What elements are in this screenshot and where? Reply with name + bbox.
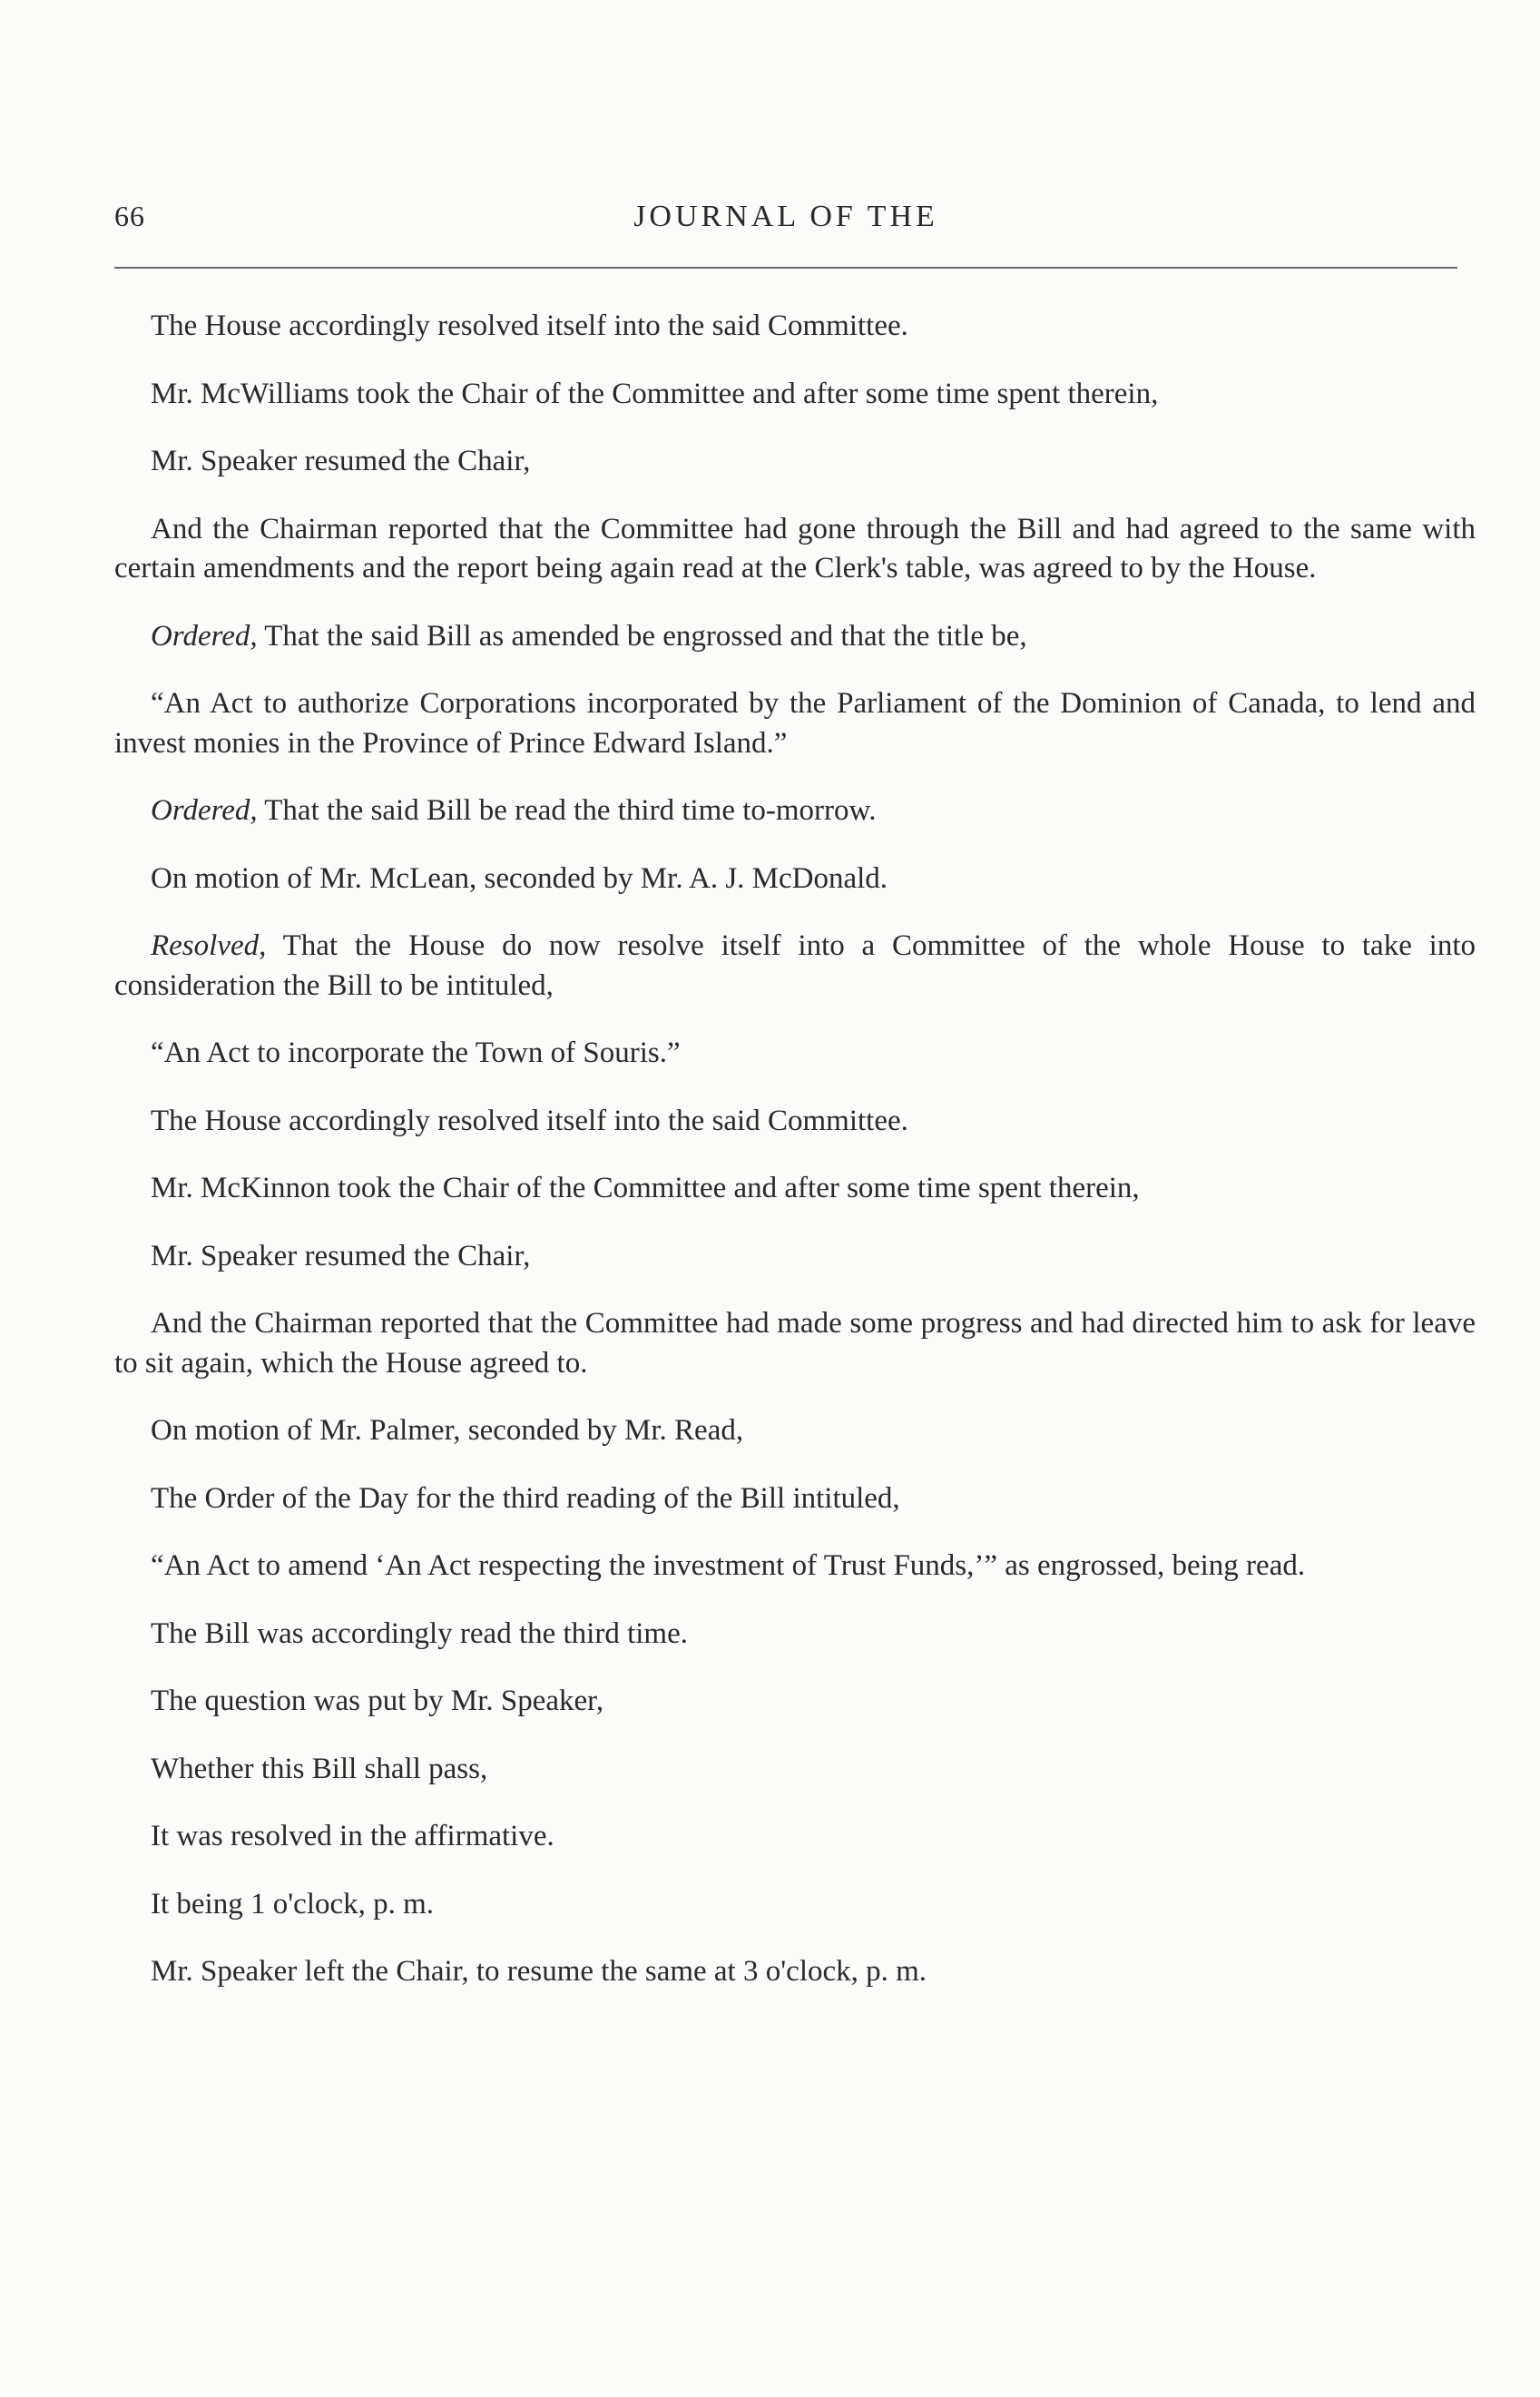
page-header bbox=[114, 200, 1457, 245]
paragraph-text: “An Act to amend ‘An Act respecting the investment of Trust Funds,’” as engrossed, being read. bbox=[151, 1549, 1306, 1582]
journal-paragraph bbox=[114, 1750, 1476, 1790]
paragraph-text: That the said Bill be read the third time to-morrow. bbox=[257, 794, 877, 827]
journal-paragraph bbox=[114, 307, 1476, 347]
paragraph-lead: Ordered, bbox=[151, 619, 258, 653]
header-rule bbox=[114, 267, 1457, 269]
paragraph-text: That the said Bill as amended be engrossed and that the title be, bbox=[257, 619, 1027, 653]
journal-body bbox=[114, 307, 1476, 2020]
journal-paragraph bbox=[114, 1952, 1476, 1992]
paragraph-text: On motion of Mr. McLean, seconded by Mr. A. J. McDonald. bbox=[151, 861, 888, 895]
journal-paragraph bbox=[114, 1237, 1476, 1277]
journal-paragraph bbox=[114, 1547, 1476, 1587]
journal-paragraph bbox=[114, 617, 1476, 657]
journal-paragraph bbox=[114, 1885, 1476, 1925]
paragraph-text: Mr. McKinnon took the Chair of the Committee and after some time spent therein, bbox=[151, 1172, 1140, 1204]
paragraph-text: And the Chairman reported that the Committee had made some progress and had directed him to ask for leave to sit again, which the House agreed to. bbox=[114, 1307, 1476, 1380]
paragraph-text: The House accordingly resolved itself into the said Committee. bbox=[151, 1104, 908, 1137]
journal-paragraph bbox=[114, 927, 1476, 1006]
journal-paragraph bbox=[114, 1102, 1476, 1142]
paragraph-text: “An Act to incorporate the Town of Souris.” bbox=[151, 1036, 681, 1069]
paragraph-text: Mr. Speaker resumed the Chair, bbox=[151, 445, 531, 477]
paragraph-text: The Bill was accordingly read the third time. bbox=[151, 1616, 688, 1650]
journal-paragraph bbox=[114, 1034, 1476, 1074]
paragraph-text: The House accordingly resolved itself into the said Committee. bbox=[151, 309, 908, 342]
journal-paragraph bbox=[114, 1304, 1476, 1383]
journal-paragraph bbox=[114, 1682, 1476, 1722]
paragraph-lead: Ordered, bbox=[151, 794, 258, 827]
paragraph-text: That the House do now resolve itself into a Committee of the whole House to take into consideration the Bill to be intituled, bbox=[114, 929, 1476, 1002]
paragraph-text: The question was put by Mr. Speaker, bbox=[151, 1685, 604, 1717]
journal-paragraph bbox=[114, 442, 1476, 482]
page-number: 66 bbox=[114, 200, 145, 232]
journal-paragraph bbox=[114, 1411, 1476, 1451]
journal-paragraph bbox=[114, 791, 1476, 831]
paragraph-text: And the Chairman reported that the Committee had gone through the Bill and had agreed to the same with certain amendments and the report being again read at the Clerk's table, was agreed to by the House. bbox=[114, 512, 1476, 585]
paragraph-text: It being 1 o'clock, p. m. bbox=[151, 1887, 435, 1921]
paragraph-text: “An Act to authorize Corporations incorporated by the Parliament of the Dominion of Canada, to lend and invest monies in the Province of Prince Edward Island.” bbox=[114, 687, 1476, 760]
paragraph-text: It was resolved in the affirmative. bbox=[151, 1820, 554, 1852]
paragraph-text: On motion of Mr. Palmer, seconded by Mr. Read, bbox=[151, 1414, 744, 1447]
journal-paragraph bbox=[114, 860, 1476, 899]
running-title: JOURNAL OF THE bbox=[633, 200, 938, 233]
journal-paragraph bbox=[114, 684, 1476, 763]
paragraph-text: Whether this Bill shall pass, bbox=[151, 1752, 488, 1785]
paragraph-text: Mr. Speaker resumed the Chair, bbox=[151, 1239, 531, 1272]
journal-paragraph bbox=[114, 510, 1476, 589]
paragraph-text: The Order of the Day for the third reading of the Bill intituled, bbox=[151, 1481, 900, 1515]
journal-paragraph bbox=[114, 1169, 1476, 1209]
paragraph-text: Mr. McWilliams took the Chair of the Committee and after some time spent therein, bbox=[151, 377, 1159, 410]
journal-paragraph bbox=[114, 375, 1476, 415]
journal-paragraph bbox=[114, 1479, 1476, 1519]
journal-paragraph bbox=[114, 1817, 1476, 1857]
journal-paragraph bbox=[114, 1615, 1476, 1655]
paragraph-lead: Resolved, bbox=[151, 929, 267, 962]
paragraph-text: Mr. Speaker left the Chair, to resume the same at 3 o'clock, p. m. bbox=[151, 1955, 927, 1988]
